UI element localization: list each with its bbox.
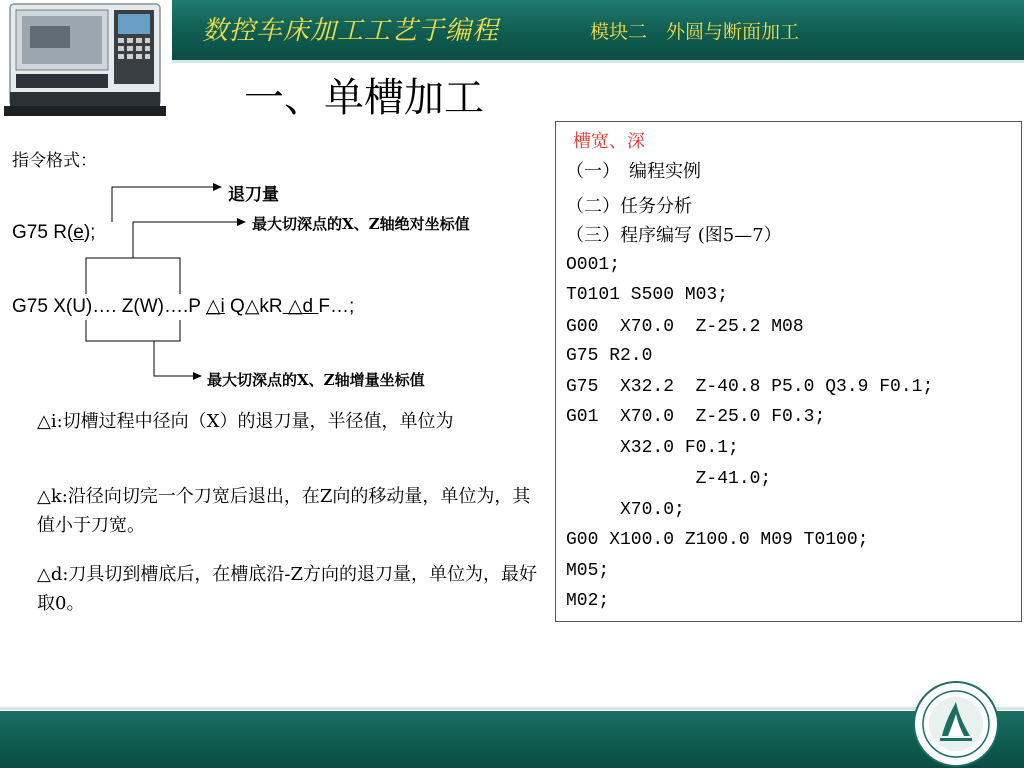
param-delta-i: △i bbox=[205, 296, 225, 317]
param-delta-d: △d bbox=[282, 296, 319, 317]
format-label: 指令格式： bbox=[12, 151, 97, 171]
box-line: （二）任务分析 bbox=[566, 196, 692, 217]
absolute-coordinate-annotation: 最大切深点的X、Z轴绝对坐标值 bbox=[252, 215, 470, 233]
g75-line-2-part3: F…; bbox=[318, 296, 355, 317]
box-heading: 槽宽、深 bbox=[573, 131, 645, 152]
footer-band bbox=[0, 711, 1024, 768]
code-line: G00 X100.0 Z100.0 M09 T0100; bbox=[566, 530, 869, 550]
code-line: M05; bbox=[566, 561, 610, 581]
program-example-box bbox=[555, 121, 1022, 622]
code-line: G00 X70.0 Z-25.2 M08 bbox=[566, 317, 804, 337]
code-line: X70.0; bbox=[566, 500, 685, 520]
slide-title: 一、单槽加工 bbox=[244, 75, 484, 121]
retract-annotation: 退刀量 bbox=[228, 185, 279, 205]
param-e: e bbox=[73, 222, 84, 243]
g75-line-2 bbox=[12, 295, 354, 318]
delta-d-description: △d:刀具切到槽底后，在槽底沿-Z方向的退刀量，单位为，最好取0。 bbox=[37, 564, 538, 614]
code-line: G01 X70.0 Z-25.0 F0.3; bbox=[566, 407, 826, 427]
code-line: Z-41.0; bbox=[566, 469, 772, 489]
box-line: （三）程序编写 (图5—7） bbox=[566, 225, 782, 246]
delta-i-description: △i:切槽过程中径向（X）的退刀量，半径值，单位为 bbox=[37, 411, 454, 432]
code-line: G75 R2.0 bbox=[566, 346, 653, 366]
code-line: O001; bbox=[566, 255, 621, 275]
module-title: 模块二 外圆与断面加工 bbox=[590, 21, 800, 43]
university-logo bbox=[912, 680, 1000, 768]
course-title: 数控车床加工工艺于编程 bbox=[202, 16, 500, 46]
footer-divider bbox=[0, 707, 1024, 710]
g75-line-1-prefix: G75 R( bbox=[12, 222, 74, 243]
incremental-coordinate-annotation: 最大切深点的X、Z轴增量坐标值 bbox=[207, 371, 425, 389]
code-line: M02; bbox=[566, 591, 610, 611]
delta-k-description: △k:沿径向切完一个刀宽后退出，在Z向的移动量，单位为，其值小于刀宽。 bbox=[37, 486, 531, 536]
g75-line-1-suffix: ); bbox=[83, 222, 96, 243]
code-line: X32.0 F0.1; bbox=[566, 438, 739, 458]
code-line: T0101 S500 M03; bbox=[566, 285, 729, 305]
g75-line-2-part1: G75 X(U)…. Z(W)….P bbox=[12, 296, 206, 317]
box-line: （一） 编程实例 bbox=[566, 161, 701, 182]
g75-line-2-part2: Q△kR bbox=[224, 296, 283, 317]
code-line: G75 X32.2 Z-40.8 P5.0 Q3.9 F0.1; bbox=[566, 377, 934, 397]
g75-line-1 bbox=[12, 222, 95, 244]
cnc-lathe-image bbox=[0, 0, 172, 120]
